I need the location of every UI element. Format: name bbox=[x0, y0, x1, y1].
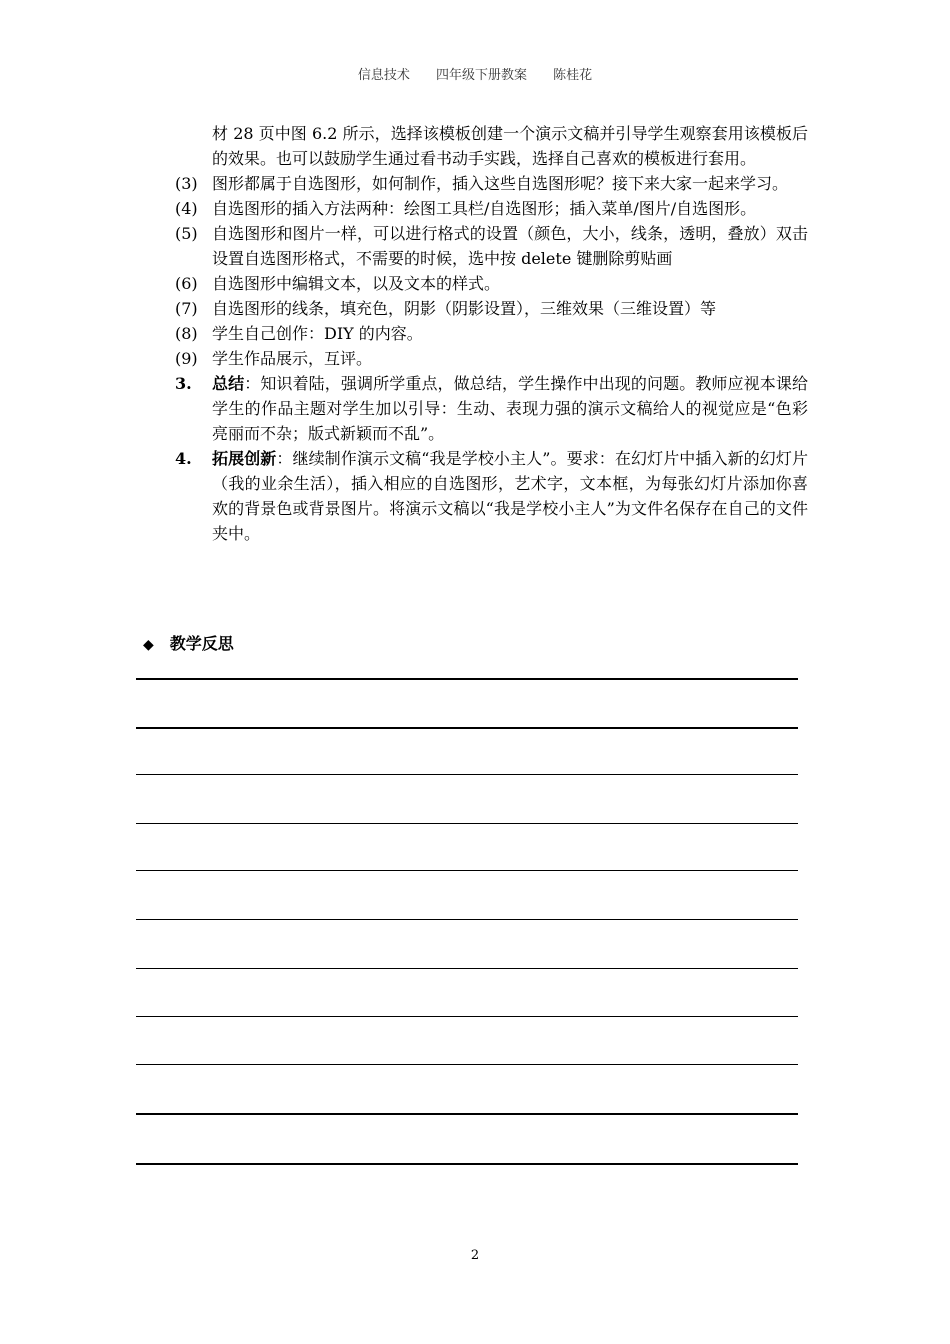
list-item bbox=[175, 196, 808, 221]
list-item-text: 学生作品展示，互评。 bbox=[212, 349, 373, 368]
list-item-text: 自选图形中编辑文本，以及文本的样式。 bbox=[212, 274, 501, 293]
summary-section bbox=[175, 371, 808, 446]
writing-line bbox=[136, 678, 798, 680]
writing-line bbox=[136, 968, 798, 969]
header-grade: 四年级下册教案 bbox=[435, 68, 527, 83]
writing-line bbox=[136, 727, 798, 729]
list-item-text: 自选图形的插入方法两种：绘图工具栏/自选图形；插入菜单/图片/自选图形。 bbox=[212, 199, 757, 218]
extension-number: 4. bbox=[175, 449, 192, 468]
continuation-paragraph bbox=[175, 121, 808, 171]
page-number: 2 bbox=[470, 1248, 480, 1263]
list-item-number: (5) bbox=[175, 224, 198, 243]
writing-line bbox=[136, 870, 798, 871]
writing-line bbox=[136, 1163, 798, 1165]
list-item-number: (9) bbox=[175, 349, 198, 368]
writing-line bbox=[136, 774, 798, 775]
reflection-heading bbox=[143, 631, 234, 654]
extension-title: 拓展创新 bbox=[212, 449, 277, 468]
list-item-number: (6) bbox=[175, 274, 198, 293]
writing-line bbox=[136, 1064, 798, 1065]
writing-line bbox=[136, 919, 798, 920]
header-subject: 信息技术 bbox=[357, 68, 410, 83]
list-item bbox=[175, 171, 808, 196]
list-item-number: (7) bbox=[175, 299, 198, 318]
summary-number: 3. bbox=[175, 374, 192, 393]
list-item bbox=[175, 221, 808, 271]
list-item bbox=[175, 271, 808, 296]
lesson-content bbox=[175, 121, 808, 546]
summary-text: ：知识着陆，强调所学重点，做总结，学生操作中出现的问题。教师应视本课给学生的作品主题对学生加以引导：生动、表现力强的演示文稿给人的视觉应是“色彩亮丽而不杂；版式新颖而不乱”。 bbox=[212, 374, 808, 443]
diamond-bullet-icon: ◆ bbox=[143, 637, 154, 653]
list-item bbox=[175, 296, 808, 321]
extension-text: ：继续制作演示文稿“我是学校小主人”。要求：在幻灯片中插入新的幻灯片（我的业余生活），插入相应的自选图形，艺术字，文本框，为每张幻灯片添加你喜欢的背景色或背景图片。将演示文稿以“我是学校小主人”为文件名保存在自己的文件夹中。 bbox=[212, 449, 808, 543]
page-header bbox=[0, 64, 950, 83]
list-item-number: (4) bbox=[175, 199, 198, 218]
list-item bbox=[175, 321, 808, 346]
header-author: 陈桂花 bbox=[553, 68, 593, 83]
extension-section bbox=[175, 446, 808, 546]
continuation-text: 材 28 页中图 6.2 所示，选择该模板创建一个演示文稿并引导学生观察套用该模板后的效果。也可以鼓励学生通过看书动手实践，选择自己喜欢的模板进行套用。 bbox=[212, 124, 808, 168]
reflection-title: 教学反思 bbox=[169, 634, 234, 653]
summary-title: 总结 bbox=[212, 374, 245, 393]
writing-line bbox=[136, 1113, 798, 1115]
writing-line bbox=[136, 823, 798, 824]
list-item-number: (8) bbox=[175, 324, 198, 343]
list-item-text: 图形都属于自选图形，如何制作，插入这些自选图形呢？接下来大家一起来学习。 bbox=[212, 174, 789, 193]
list-item-number: (3) bbox=[175, 174, 198, 193]
list-item-text: 自选图形和图片一样，可以进行格式的设置（颜色，大小，线条，透明，叠放）双击设置自选图形格式，不需要的时候，选中按 delete 键删除剪贴画 bbox=[212, 224, 808, 268]
list-item-text: 学生自己创作：DIY 的内容。 bbox=[212, 324, 423, 343]
list-item bbox=[175, 346, 808, 371]
list-item-text: 自选图形的线条，填充色，阴影（阴影设置），三维效果（三维设置）等 bbox=[212, 299, 717, 318]
writing-line bbox=[136, 1016, 798, 1017]
